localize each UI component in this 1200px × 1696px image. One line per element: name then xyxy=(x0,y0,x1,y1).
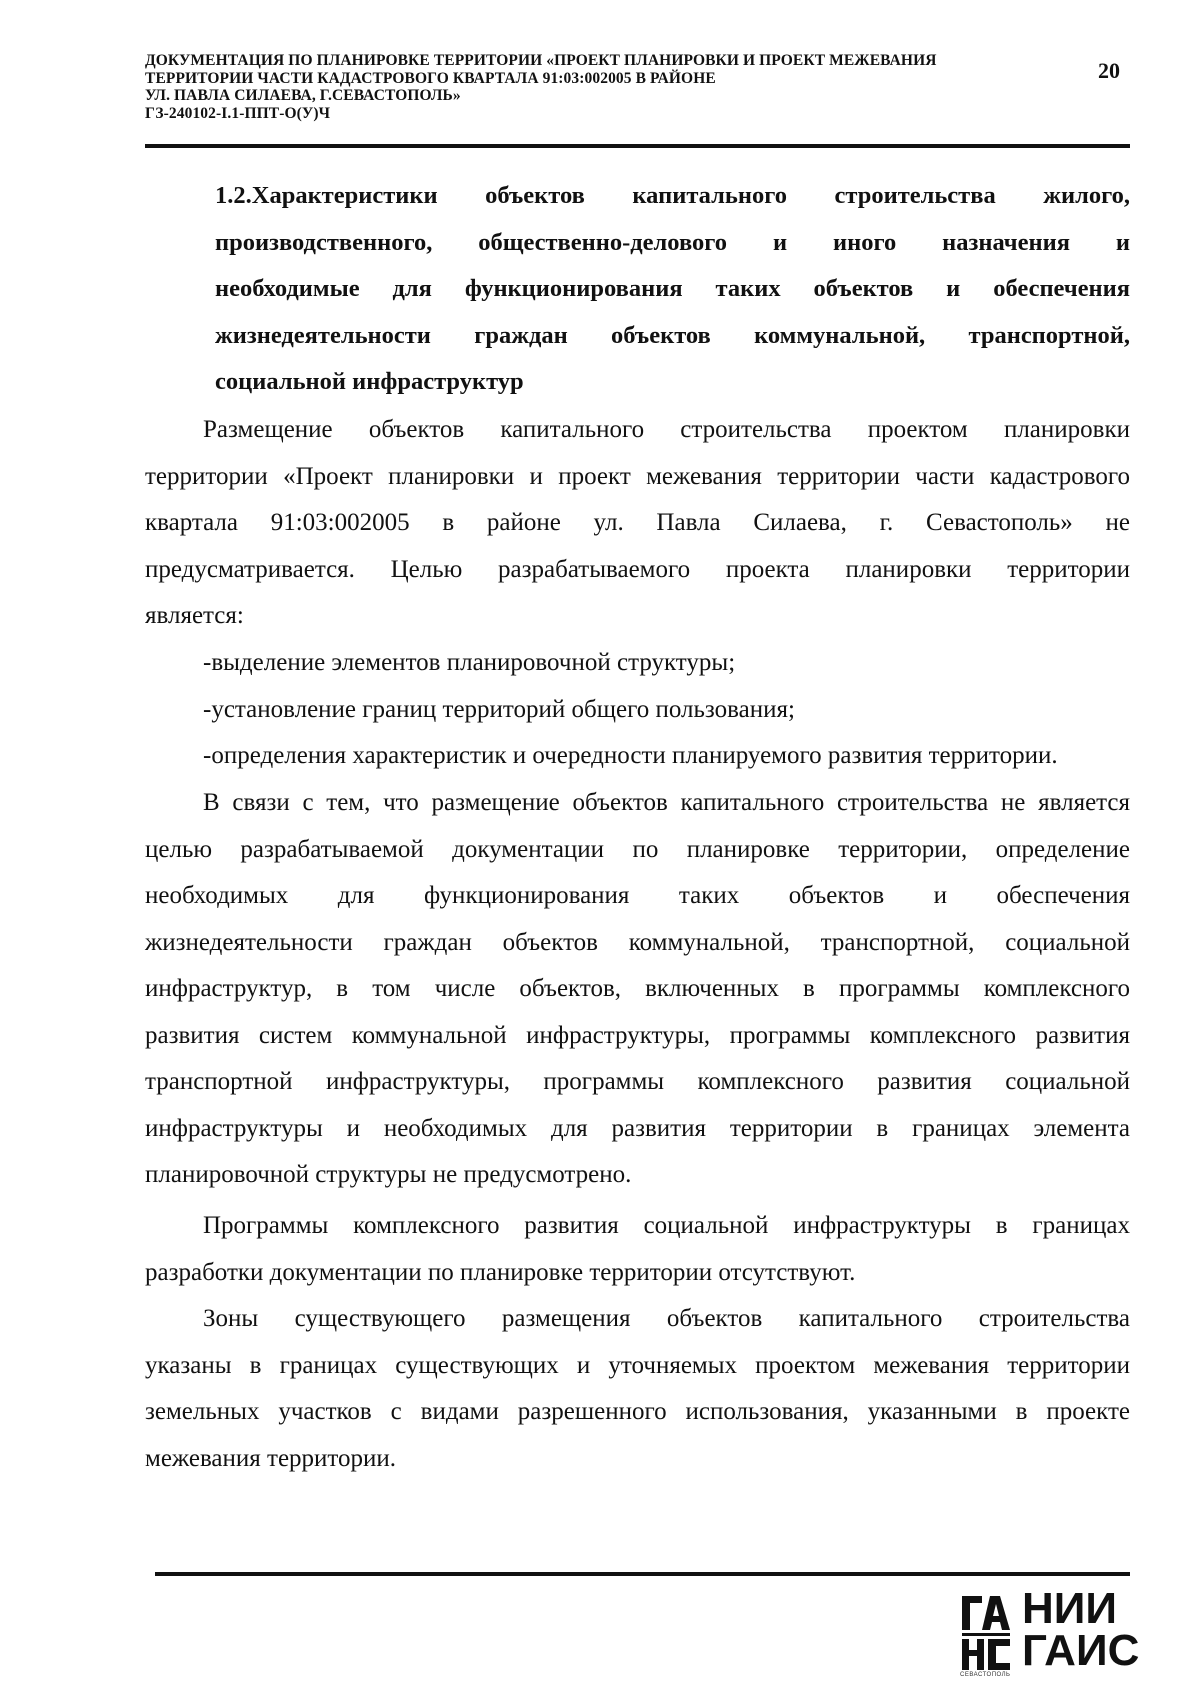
header-title-line-2: ТЕРРИТОРИИ ЧАСТИ КАДАСТРОВОГО КВАРТАЛА 91:03:002005 В РАЙОНЕ xyxy=(145,69,716,87)
paragraph-line: территории «Проект планировки и проект межевания территории части кадастрового xyxy=(145,462,1130,490)
header-document-code: ГЗ-240102-I.1-ППТ-О(У)Ч xyxy=(145,104,331,122)
logo-line-2: ГАИС xyxy=(1022,1626,1140,1675)
list-item: -определения характеристик и очередности планируемого развития территории. xyxy=(203,742,1058,769)
paragraph-line: квартала 91:03:002005 в районе ул. Павла Силаева, г. Севастополь» не xyxy=(145,509,1130,536)
paragraph-3 xyxy=(145,1203,1130,1296)
paragraph-line: планировочной структуры не предусмотрено. xyxy=(145,1161,632,1188)
logo-line-1: НИИ xyxy=(1022,1584,1118,1633)
paragraph-line: межевания территории. xyxy=(145,1444,397,1472)
paragraph-line: указаны в границах существующих и уточняемых проектом межевания территории xyxy=(145,1351,1130,1379)
list-item: -установление границ территорий общего пользования; xyxy=(203,695,795,723)
header-title-line-3: УЛ. ПАВЛА СИЛАЕВА, Г.СЕВАСТОПОЛЬ» xyxy=(145,87,461,104)
document-header xyxy=(145,52,1065,122)
logo-text xyxy=(1022,1584,1140,1675)
paragraph-line: инфраструктуры и необходимых для развития территории в границах элемента xyxy=(145,1114,1130,1142)
paragraph-line: целью разрабатываемой документации по планировке территории, определение xyxy=(145,835,1130,863)
header-divider xyxy=(145,144,1130,148)
header-title-line-1: ДОКУМЕНТАЦИЯ ПО ПЛАНИРОВКЕ ТЕРРИТОРИИ «ПРОЕКТ ПЛАНИРОВКИ И ПРОЕКТ МЕЖЕВАНИЯ xyxy=(145,52,937,69)
paragraph-1 xyxy=(145,407,1130,640)
heading-line-1 xyxy=(215,173,1130,220)
paragraph-line: Зоны существующего размещения объектов капитального строительства xyxy=(203,1305,1130,1332)
company-logo xyxy=(960,1584,1140,1680)
heading-line-2: производственного, общественно-делового и иного назначения и xyxy=(215,228,1130,256)
heading-line-4: жизнедеятельности граждан объектов коммунальной, транспортной, xyxy=(215,321,1130,349)
paragraph-line: В связи с тем, что размещение объектов капитального строительства не является xyxy=(203,789,1130,816)
goals-list xyxy=(145,640,1130,780)
paragraph-line: предусматривается. Целью разрабатываемого проекта планировки территории xyxy=(145,555,1130,583)
list-item: -выделение элементов планировочной структуры; xyxy=(203,649,736,676)
paragraph-line: земельных участков с видами разрешенного использования, указанными в проекте xyxy=(145,1398,1130,1425)
paragraph-2 xyxy=(145,780,1130,1199)
paragraph-line: инфраструктур, в том числе объектов, включенных в программы комплексного xyxy=(145,975,1130,1002)
paragraph-4 xyxy=(145,1296,1130,1482)
section-heading xyxy=(215,173,1130,406)
paragraph-line: разработки документации по планировке территории отсутствуют. xyxy=(145,1258,856,1286)
heading-line-3: необходимые для функционирования таких объектов и обеспечения xyxy=(215,275,1130,302)
paragraph-line: необходимых для функционирования таких объектов и обеспечения xyxy=(145,882,1130,909)
paragraph-line: Размещение объектов капитального строительства проектом планировки xyxy=(203,416,1130,443)
section-number: 1.2. xyxy=(215,182,252,209)
heading-line-5: социальной инфраструктур xyxy=(215,368,524,395)
paragraph-line: развития систем коммунальной инфраструктуры, программы комплексного развития xyxy=(145,1021,1130,1049)
heading-line-1-text: Характеристики объектов капитального строительства жилого, xyxy=(251,182,1130,209)
gais-emblem-icon xyxy=(960,1592,1012,1672)
paragraph-line: Программы комплексного развития социальной инфраструктуры в границах xyxy=(203,1212,1130,1239)
footer-divider xyxy=(155,1572,1130,1576)
paragraph-line: жизнедеятельности граждан объектов коммунальной, транспортной, социальной xyxy=(145,928,1130,956)
logo-caption: СЕВАСТОПОЛЬ xyxy=(960,1672,1011,1678)
page-number: 20 xyxy=(1098,58,1120,83)
paragraph-line: является: xyxy=(145,602,244,629)
paragraph-line: транспортной инфраструктуры, программы комплексного развития социальной xyxy=(145,1068,1130,1095)
